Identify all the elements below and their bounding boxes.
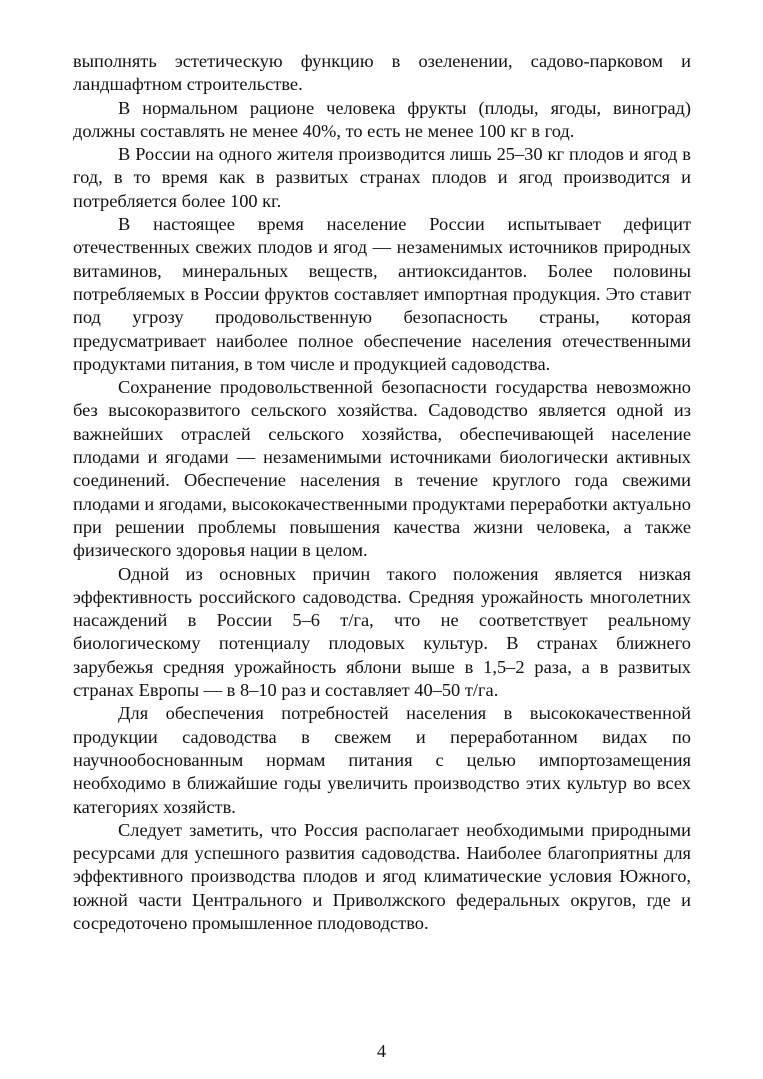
paragraph-natural-resources: Следует заметить, что Россия располагает необходимыми природными ресурсами для успешного развития садоводства. Наиболее благоприятны для эффективного производства плодов и ягод климатические условия Южного, южной части Центрального и Приволжского федеральных округов, где и сосредоточено промышленное плодоводство. xyxy=(73,819,691,933)
paragraph-deficit: В настоящее время население России испытывает дефицит отечественных свежих плодов и ягод — незаменимых источников природных витаминов, минеральных веществ, антиоксидантов. Более половины потребляемых в России фруктов составляет импортная продукция. Это ставит под угрозу продовольственную безопасность страны, которая предусматривает наиболее полное обеспечение населения отечественными продуктами питания, в том числе и продукцией садоводства. xyxy=(73,214,691,374)
paragraph-low-efficiency: Одной из основных причин такого положения является низкая эффективность российского садоводства. Средняя урожайность многолетних насаждений в России 5–6 т/га, что не соответствует реальному биологическому потенциалу плодовых культур. В странах ближнего зарубежья средняя урожайность яблони выше в 1,5–2 раза, а в развитых странах Европы — в 8–10 раз и составляет 40–50 т/га. xyxy=(73,563,691,701)
paragraph-production-per-capita: В России на одного жителя производится лишь 25–30 кг плодов и ягод в год, в то время как в развитых странах плодов и ягод производится и потребляется более 100 кг. xyxy=(73,144,691,211)
paragraph-food-security: Сохранение продовольственной безопасности государства невозможно без высокоразвитого сельского хозяйства. Садоводство является одной из важнейших отраслей сельского хозяйства, обеспечивающей население плодами и ягодами — незаменимыми источниками биологически активных соединений. Обеспечение населения в течение круглого года свежими плодами и ягодами, высококачественными продуктами переработки актуально при решении проблемы повышения качества жизни человека, а также физического здоровья нации в целом. xyxy=(73,377,691,561)
document-body xyxy=(73,50,691,935)
paragraph-needs: Для обеспечения потребностей населения в высококачественной продукции садоводства в свежем и переработанном видах по научнообоснованным нормам питания с целью импортозамещения необходимо в ближайшие годы увеличить производство этих культур во всех категориях хозяйств. xyxy=(73,703,691,817)
paragraph-fruit-ration: В нормальном рационе человека фрукты (плоды, ягоды, виноград) должны составлять не менее 40%, то есть не менее 100 кг в год. xyxy=(73,97,691,141)
paragraph-continuation: выполнять эстетическую функцию в озеленении, садово-парковом и ландшафтном строительстве. xyxy=(73,51,691,95)
page-number: 4 xyxy=(376,1041,387,1061)
